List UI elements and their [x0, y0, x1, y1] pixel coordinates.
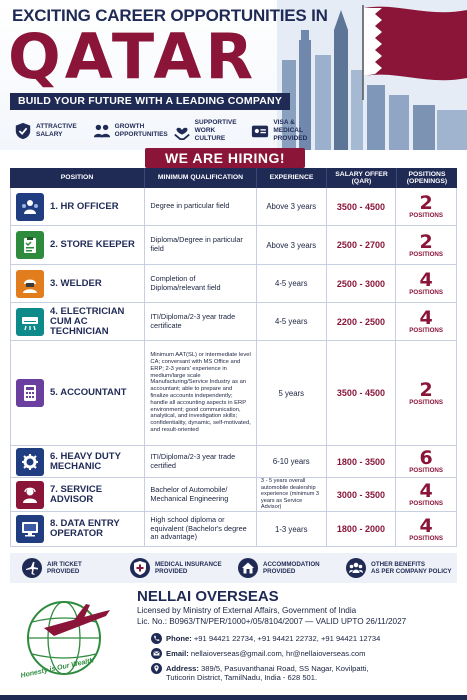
table-row: [10, 341, 457, 446]
country-title: QATAR: [8, 20, 258, 93]
people-icon: [93, 122, 111, 140]
top-benefits: [14, 118, 324, 144]
experience-text: 4-5 years: [257, 265, 327, 302]
table-row: [10, 512, 457, 547]
qualification-text: Diploma/Degree in particular field: [145, 226, 257, 264]
experience-text: 4-5 years: [257, 303, 327, 340]
qualification-text: Degree in particular field: [145, 188, 257, 225]
qualification-text: ITI/Diploma/2-3 year trade certified: [145, 446, 257, 477]
table-row: [10, 478, 457, 512]
experience-text: Above 3 years: [257, 188, 327, 225]
benefit-visa: VISA & MEDICAL PROVIDED: [251, 118, 324, 144]
position-title: 3. WELDER: [50, 277, 102, 289]
benefit-salary: ATTRACTIVE SALARY: [14, 118, 87, 144]
phone-line: Phone: +91 94421 22734, +91 94421 22732, +91 94421 12734: [151, 634, 380, 644]
openings: 4 POSITIONS: [409, 514, 443, 542]
shield-check-icon: [14, 122, 32, 140]
footer: [0, 586, 467, 700]
qualification-text: Minimum AAT(SL) or intermediate level CA; conversant with MS Office and ERP; 2-3 years' experience in medium/large scale Manufacturing/Service Industry as an accountant; able to prepare and finalize accounts independently; handle all accounting aspects in ERP environment; good communication, analytical, and investigation skills; confidentiality, dynamic, self-motivated, and result-oriented: [145, 341, 257, 445]
table-row: [10, 303, 457, 341]
hands-heart-icon: [173, 122, 191, 140]
tagline-bar: BUILD YOUR FUTURE WITH A LEADING COMPANY: [10, 93, 290, 110]
experience-text: 5 years: [257, 341, 327, 445]
position-title: 2. STORE KEEPER: [50, 239, 135, 250]
qualification-text: Completion of Diploma/relevant field: [145, 265, 257, 302]
benefit-growth: GROWTH OPPORTUNITIES: [93, 118, 167, 144]
benefit-air-ticket: AIR TICKET PROVIDED: [22, 558, 122, 578]
salary-text: 3500 - 4500: [327, 341, 397, 445]
experience-text: 6-10 years: [257, 446, 327, 477]
provided-benefits: [10, 553, 457, 583]
location-pin-icon: [151, 663, 162, 674]
header-banner: [0, 0, 467, 150]
position-title: 8. DATA ENTRY OPERATOR: [50, 518, 120, 539]
hiring-banner: WE ARE HIRING!: [145, 148, 305, 168]
house-icon: [238, 558, 258, 578]
col-openings: POSITIONS (OPENINGS): [406, 170, 448, 185]
experience-text: Above 3 years: [257, 226, 327, 264]
qualification-text: ITI/Diploma/2-3 year trade certificate: [145, 303, 257, 340]
advisor-icon: [16, 481, 44, 509]
position-title: 5. ACCOUNTANT: [50, 387, 127, 398]
headline: EXCITING CAREER OPPORTUNITIES IN: [12, 6, 328, 25]
benefit-culture: SUPPORTIVE WORK CULTURE: [173, 118, 246, 144]
id-card-icon: [251, 122, 269, 140]
phone-numbers: +91 94421 22734, +91 94421 22732, +91 94421 12734: [193, 634, 381, 643]
salary-text: 2200 - 2500: [327, 303, 397, 340]
openings: 4 POSITIONS: [409, 269, 443, 296]
experience-text: 1-3 years: [257, 512, 327, 546]
license-text: Licensed by Ministry of External Affairs, Government of India: [137, 606, 357, 615]
gear-wrench-icon: [16, 448, 44, 476]
email-icon: [151, 648, 162, 659]
table-row: [10, 446, 457, 478]
clipboard-icon: [16, 231, 44, 259]
openings: 4 POSITIONS: [409, 307, 443, 334]
table-header: [10, 168, 457, 188]
table-row: [10, 188, 457, 226]
welder-icon: [16, 270, 44, 298]
address-line: Address: 389/5, Pasuvanthanai Road, SS Nagar, Kovilpatti, Tuticorin District, TamilNadu, India - 628 501.: [151, 664, 369, 682]
email-line: Email: nellaioverseas@gmail.com, hr@nellaioverseas.com: [151, 649, 365, 659]
license-number: Lic. No.: B0963/TN/PER/1000+/05/8104/2007 — VALID UPTO 26/11/2027: [137, 617, 407, 626]
airplane-icon: [22, 558, 42, 578]
openings: 2 POSITIONS: [409, 378, 443, 406]
salary-text: 3000 - 3500: [327, 478, 397, 511]
openings: 4 POSITIONS: [409, 480, 443, 507]
salary-text: 3500 - 4500: [327, 188, 397, 225]
openings: 6 POSITIONS: [409, 447, 443, 474]
table-row: [10, 226, 457, 265]
company-name: NELLAI OVERSEAS: [137, 588, 279, 605]
salary-text: 1800 - 3500: [327, 446, 397, 477]
qualification-text: High school diploma or equivalent (Bachelor's degree an advantage): [145, 512, 257, 546]
bottom-strip: [0, 695, 467, 700]
medical-shield-icon: [130, 558, 150, 578]
salary-text: 2500 - 2700: [327, 226, 397, 264]
salary-text: 1800 - 2000: [327, 512, 397, 546]
qualification-text: Bachelor of Automobile/ Mechanical Engineering: [145, 478, 257, 511]
phone-icon: [151, 633, 162, 644]
position-title: 6. HEAVY DUTY MECHANIC: [50, 450, 121, 472]
position-title: 1. HR OFFICER: [50, 200, 119, 212]
calculator-icon: [16, 379, 44, 407]
email-addresses[interactable]: nellaioverseas@gmail.com, hr@nellaioverseas.com: [190, 649, 366, 658]
col-experience: EXPERIENCE: [257, 168, 327, 188]
group-icon: [346, 558, 366, 578]
logo-motto: Honesty is Our Wealth: [20, 657, 95, 680]
col-salary: SALARY OFFER (QAR): [327, 168, 397, 188]
openings: 2 POSITIONS: [409, 192, 443, 219]
position-title: 4. ELECTRICIAN CUM AC TECHNICIAN: [50, 305, 125, 337]
position-title: 7. SERVICE ADVISOR: [50, 483, 103, 505]
job-table: [10, 168, 457, 547]
monitor-icon: [16, 515, 44, 543]
benefit-other: OTHER BENEFITS AS PER COMPANY POLICY: [346, 558, 456, 578]
experience-text: 3 - 5 years overall automobile dealership experience (minimum 3 years as Service Advisor): [257, 478, 327, 511]
table-row: [10, 265, 457, 303]
benefit-medical: MEDICAL INSURANCE PROVIDED: [130, 558, 230, 578]
openings: 2 POSITIONS: [409, 230, 443, 258]
col-qualification: MINIMUM QUALIFICATION: [145, 168, 257, 188]
ac-unit-icon: [16, 308, 44, 336]
salary-text: 2500 - 3000: [327, 265, 397, 302]
benefit-accommodation: ACCOMMODATION PROVIDED: [238, 558, 338, 578]
hr-icon: [16, 193, 44, 221]
col-position: POSITION: [10, 168, 145, 188]
